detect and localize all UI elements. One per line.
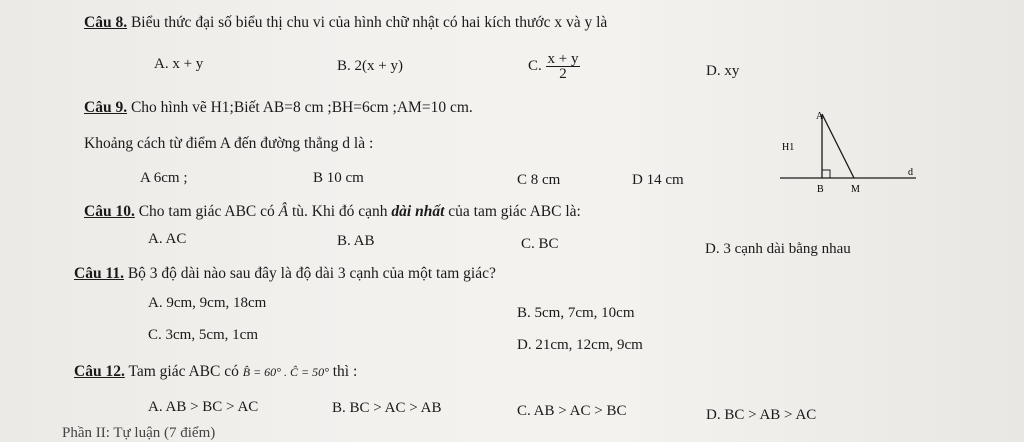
- q12-option-a[interactable]: A. AB > BC > AC: [148, 399, 259, 415]
- part-ii-heading: Phần II: Tự luận (7 điểm): [62, 425, 216, 441]
- q11-label: Câu 11.: [74, 265, 124, 282]
- q11-option-d[interactable]: D. 21cm, 12cm, 9cm: [517, 337, 643, 353]
- label-b: B: [817, 184, 824, 195]
- q10-emphasis: dài nhất: [391, 203, 445, 220]
- q8-option-d[interactable]: D. xy: [706, 63, 740, 79]
- label-h1: H1: [782, 142, 795, 153]
- q9-text2: Khoảng cách từ điểm A đến đường thẳng d là :: [84, 135, 374, 152]
- q12-option-c[interactable]: C. AB > AC > BC: [517, 403, 627, 419]
- q8-label: Câu 8.: [84, 14, 128, 31]
- q8-fraction-numerator: x + y: [547, 51, 579, 67]
- q10-option-c[interactable]: C. BC: [521, 236, 559, 252]
- q10-text1: Cho tam giác ABC có: [138, 203, 279, 220]
- right-angle-mark: [822, 170, 830, 178]
- q8-fraction-denominator: 2: [559, 66, 567, 82]
- q9-option-a[interactable]: A 6cm ;: [140, 170, 188, 186]
- q11-stem: [74, 265, 496, 283]
- q9-option-d[interactable]: D 14 cm: [632, 172, 684, 188]
- segment-am: [822, 114, 854, 178]
- q11-option-a[interactable]: A. 9cm, 9cm, 18cm: [148, 295, 267, 311]
- q10-text3: của tam giác ABC là:: [444, 203, 581, 220]
- q12-text2: thì :: [332, 363, 358, 380]
- q12-condition: B̂ = 60° . Ĉ = 50°: [242, 365, 329, 379]
- q10-text2: tù. Khi đó cạnh: [288, 203, 392, 220]
- label-d: d: [908, 167, 913, 178]
- q10-label: Câu 10.: [84, 203, 135, 220]
- q10-stem: [84, 203, 581, 221]
- figure-h1: [780, 106, 930, 206]
- q11-option-b[interactable]: B. 5cm, 7cm, 10cm: [517, 305, 635, 321]
- q9-option-c[interactable]: C 8 cm: [517, 172, 561, 188]
- q12-option-b[interactable]: B. BC > AC > AB: [332, 400, 442, 416]
- q8-option-a[interactable]: A. x + y: [154, 56, 204, 72]
- q8-option-c-prefix: C.: [528, 57, 542, 74]
- q10-option-b[interactable]: B. AB: [337, 233, 375, 249]
- q8-stem: [84, 14, 607, 32]
- q9-text: Cho hình vẽ H1;Biết AB=8 cm ;BH=6cm ;AM=10 cm.: [130, 99, 473, 116]
- q8-text: Biểu thức đại số biểu thị chu vi của hình chữ nhật có hai kích thước x và y là: [130, 14, 608, 31]
- label-m: M: [851, 184, 860, 195]
- q9-label: Câu 9.: [84, 99, 128, 116]
- q12-option-d[interactable]: D. BC > AB > AC: [706, 407, 817, 423]
- q8-option-c[interactable]: [528, 52, 580, 81]
- q10-option-d[interactable]: D. 3 cạnh dài bằng nhau: [705, 241, 851, 257]
- q12-stem: [74, 363, 357, 381]
- q10-angle: Â: [278, 203, 289, 220]
- q9-option-b[interactable]: B 10 cm: [313, 170, 364, 186]
- q10-option-a[interactable]: A. AC: [148, 231, 187, 247]
- q8-fraction: [546, 52, 581, 81]
- q11-option-c[interactable]: C. 3cm, 5cm, 1cm: [148, 327, 258, 343]
- label-a: A: [816, 111, 824, 122]
- q11-text: Bộ 3 độ dài nào sau đây là độ dài 3 cạnh của một tam giác?: [127, 265, 496, 282]
- q9-stem: [84, 99, 473, 117]
- q12-text1: Tam giác ABC có: [128, 363, 239, 380]
- q12-label: Câu 12.: [74, 363, 125, 380]
- q8-option-b[interactable]: B. 2(x + y): [337, 58, 403, 74]
